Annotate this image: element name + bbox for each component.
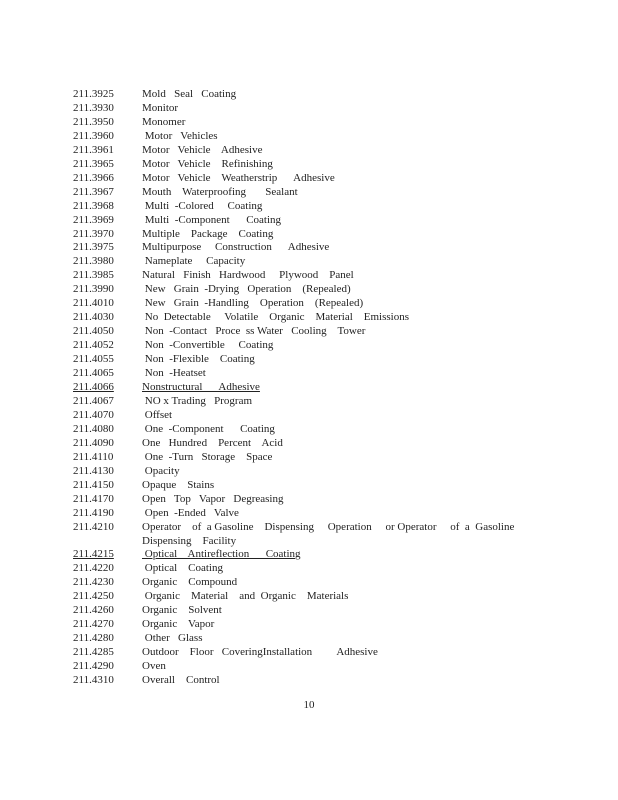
definition-row bbox=[73, 479, 513, 493]
section-number bbox=[73, 632, 142, 646]
section-number bbox=[73, 116, 142, 130]
definition-row bbox=[73, 367, 513, 381]
definition-row bbox=[73, 423, 513, 437]
definitions-list bbox=[73, 88, 513, 688]
defined-term-text: Open Top Vapor Degreasing bbox=[142, 492, 284, 505]
defined-term bbox=[142, 144, 513, 158]
definition-row bbox=[73, 576, 513, 590]
section-number-text: 211.3930 bbox=[73, 101, 114, 114]
definition-row bbox=[73, 241, 513, 255]
defined-term bbox=[142, 493, 513, 507]
defined-term-text: Operator of a Gasoline Dispensing Operation or Operator of a Gasoline bbox=[142, 520, 515, 533]
defined-term-text: Non -Contact Proce ss Water Cooling Tower bbox=[142, 325, 366, 338]
section-number bbox=[73, 590, 142, 604]
section-number-text: 211.4050 bbox=[73, 325, 114, 338]
section-number bbox=[73, 102, 142, 116]
defined-term bbox=[142, 604, 513, 618]
section-number-text: 211.4066 bbox=[73, 381, 114, 394]
defined-term-text: Nameplate Capacity bbox=[142, 255, 246, 268]
section-number-text: 211.3985 bbox=[73, 269, 114, 282]
section-number-text: 211.4055 bbox=[73, 353, 114, 366]
section-number-text: 211.4210 bbox=[73, 520, 114, 533]
defined-term-text: Mold Seal Coating bbox=[142, 88, 237, 100]
section-number-text: 211.4270 bbox=[73, 618, 114, 631]
section-number bbox=[73, 255, 142, 269]
defined-term-text: Non -Convertible Coating bbox=[142, 339, 274, 352]
definition-row bbox=[73, 116, 513, 130]
definition-row bbox=[73, 618, 513, 632]
defined-term bbox=[142, 172, 513, 186]
section-number bbox=[73, 339, 142, 353]
defined-term-text: Multipurpose Construction Adhesive bbox=[142, 241, 330, 254]
defined-term bbox=[142, 590, 513, 604]
section-number bbox=[73, 228, 142, 242]
definition-row bbox=[73, 674, 513, 688]
section-number-text: 211.3925 bbox=[73, 88, 114, 100]
definition-row bbox=[73, 437, 513, 451]
defined-term bbox=[142, 548, 513, 562]
section-number-text: 211.4080 bbox=[73, 422, 114, 435]
definition-row bbox=[73, 632, 513, 646]
defined-term-text: Organic Vapor bbox=[142, 618, 215, 631]
definition-row bbox=[73, 88, 513, 102]
section-number-text: 211.3950 bbox=[73, 115, 114, 128]
definition-row bbox=[73, 521, 513, 549]
defined-term bbox=[142, 632, 513, 646]
section-number bbox=[73, 562, 142, 576]
section-number bbox=[73, 479, 142, 493]
defined-term bbox=[142, 130, 513, 144]
defined-term-text: Oven bbox=[142, 660, 166, 673]
defined-term-text: One -Turn Storage Space bbox=[142, 450, 273, 463]
defined-term-text: Multiple Package Coating bbox=[142, 227, 274, 240]
definition-row bbox=[73, 144, 513, 158]
defined-term bbox=[142, 521, 514, 549]
section-number bbox=[73, 269, 142, 283]
section-number-text: 211.4052 bbox=[73, 339, 114, 352]
definition-row bbox=[73, 228, 513, 242]
section-number-text: 211.3969 bbox=[73, 213, 114, 226]
section-number-text: 211.4110 bbox=[73, 450, 114, 463]
section-number bbox=[73, 381, 142, 395]
section-number bbox=[73, 283, 142, 297]
section-number-text: 211.4280 bbox=[73, 632, 114, 645]
defined-term bbox=[142, 241, 513, 255]
definition-row bbox=[73, 353, 513, 367]
section-number bbox=[73, 548, 142, 562]
section-number bbox=[73, 507, 142, 521]
section-number-text: 211.4220 bbox=[73, 562, 114, 575]
defined-term-text: Nonstructural Adhesive bbox=[142, 381, 260, 394]
section-number bbox=[73, 297, 142, 311]
section-number-text: 211.3970 bbox=[73, 227, 114, 240]
defined-term bbox=[142, 88, 513, 102]
definition-row bbox=[73, 130, 513, 144]
defined-term bbox=[142, 186, 513, 200]
section-number-text: 211.3975 bbox=[73, 241, 114, 254]
definition-row bbox=[73, 562, 513, 576]
section-number-text: 211.3990 bbox=[73, 283, 114, 296]
defined-term bbox=[142, 437, 513, 451]
section-number-text: 211.4030 bbox=[73, 311, 114, 324]
section-number-text: 211.3967 bbox=[73, 185, 114, 198]
defined-term-text: New Grain -Drying Operation (Repealed) bbox=[142, 283, 351, 296]
defined-term bbox=[142, 562, 513, 576]
definition-row bbox=[73, 297, 513, 311]
defined-term-text: Other Glass bbox=[142, 632, 203, 645]
section-number-text: 211.4215 bbox=[73, 548, 114, 561]
definition-row bbox=[73, 311, 513, 325]
defined-term-text: Non -Flexible Coating bbox=[142, 353, 255, 366]
defined-term-text: New Grain -Handling Operation (Repealed) bbox=[142, 297, 364, 310]
definition-row bbox=[73, 255, 513, 269]
defined-term bbox=[142, 228, 513, 242]
definition-row bbox=[73, 604, 513, 618]
section-number-text: 211.3965 bbox=[73, 157, 114, 170]
section-number-text: 211.4230 bbox=[73, 576, 114, 589]
defined-term bbox=[142, 297, 513, 311]
defined-term-text: No Detectable Volatile Organic Material Emissions bbox=[142, 311, 410, 324]
section-number bbox=[73, 325, 142, 339]
defined-term-text: Non -Heatset bbox=[142, 367, 206, 380]
defined-term-text: One Hundred Percent Acid bbox=[142, 436, 283, 449]
section-number bbox=[73, 395, 142, 409]
section-number bbox=[73, 521, 142, 535]
section-number bbox=[73, 130, 142, 144]
section-number bbox=[73, 186, 142, 200]
section-number bbox=[73, 158, 142, 172]
defined-term-text: Multi -Component Coating bbox=[142, 213, 282, 226]
defined-term bbox=[142, 353, 513, 367]
section-number-text: 211.3980 bbox=[73, 255, 114, 268]
definition-row bbox=[73, 102, 513, 116]
section-number bbox=[73, 353, 142, 367]
defined-term-text: Organic Solvent bbox=[142, 604, 222, 617]
section-number-text: 211.4090 bbox=[73, 436, 114, 449]
definition-row bbox=[73, 660, 513, 674]
section-number bbox=[73, 465, 142, 479]
definition-row bbox=[73, 214, 513, 228]
defined-term-text: Overall Control bbox=[142, 674, 220, 687]
section-number bbox=[73, 618, 142, 632]
definition-row bbox=[73, 381, 513, 395]
section-number-text: 211.4065 bbox=[73, 367, 114, 380]
section-number bbox=[73, 646, 142, 660]
defined-term bbox=[142, 311, 513, 325]
section-number bbox=[73, 144, 142, 158]
section-number-text: 211.4310 bbox=[73, 674, 114, 687]
defined-term bbox=[142, 674, 513, 688]
section-number-text: 211.3968 bbox=[73, 199, 114, 212]
section-number-text: 211.4170 bbox=[73, 492, 114, 505]
definition-row bbox=[73, 283, 513, 297]
section-number bbox=[73, 88, 142, 102]
defined-term bbox=[142, 646, 513, 660]
defined-term bbox=[142, 465, 513, 479]
defined-term bbox=[142, 325, 513, 339]
defined-term-text: Outdoor Floor CoveringInstallation Adhesive bbox=[142, 646, 378, 659]
defined-term-text: Natural Finish Hardwood Plywood Panel bbox=[142, 269, 354, 282]
defined-term bbox=[142, 102, 513, 116]
definition-row bbox=[73, 646, 513, 660]
definition-row bbox=[73, 186, 513, 200]
defined-term bbox=[142, 381, 513, 395]
section-number-text: 211.4250 bbox=[73, 590, 114, 603]
defined-term-text: Optical Coating bbox=[142, 562, 223, 575]
section-number bbox=[73, 604, 142, 618]
defined-term-text: Mouth Waterproofing Sealant bbox=[142, 185, 298, 198]
section-number bbox=[73, 576, 142, 590]
defined-term bbox=[142, 423, 513, 437]
definition-row bbox=[73, 325, 513, 339]
section-number-text: 211.4260 bbox=[73, 604, 114, 617]
section-number-text: 211.4010 bbox=[73, 297, 114, 310]
section-number-text: 211.3966 bbox=[73, 171, 114, 184]
defined-term-text: Opaque Stains bbox=[142, 478, 215, 491]
definition-row bbox=[73, 493, 513, 507]
definition-row bbox=[73, 172, 513, 186]
defined-term bbox=[142, 214, 513, 228]
defined-term-text: Motor Vehicle Weatherstrip Adhesive bbox=[142, 171, 335, 184]
section-number-text: 211.4067 bbox=[73, 394, 114, 407]
defined-term-text: Multi -Colored Coating bbox=[142, 199, 263, 212]
definition-row bbox=[73, 269, 513, 283]
page-number: 10 bbox=[303, 699, 315, 711]
section-number-text: 211.4285 bbox=[73, 646, 114, 659]
defined-term-text: Offset bbox=[142, 408, 173, 421]
defined-term-text: Opacity bbox=[142, 464, 180, 477]
defined-term bbox=[142, 660, 513, 674]
section-number bbox=[73, 172, 142, 186]
defined-term bbox=[142, 409, 513, 423]
definition-row bbox=[73, 409, 513, 423]
section-number bbox=[73, 493, 142, 507]
defined-term bbox=[142, 255, 513, 269]
defined-term bbox=[142, 158, 513, 172]
section-number bbox=[73, 241, 142, 255]
section-number bbox=[73, 214, 142, 228]
section-number-text: 211.3961 bbox=[73, 143, 114, 156]
section-number bbox=[73, 200, 142, 214]
definition-row bbox=[73, 158, 513, 172]
definition-row bbox=[73, 339, 513, 353]
section-number bbox=[73, 674, 142, 688]
defined-term-text: Open -Ended Valve bbox=[142, 506, 239, 519]
defined-term bbox=[142, 367, 513, 381]
defined-term bbox=[142, 618, 513, 632]
definition-row bbox=[73, 465, 513, 479]
defined-term bbox=[142, 479, 513, 493]
section-number-text: 211.4290 bbox=[73, 660, 114, 673]
defined-term-text: Motor Vehicles bbox=[142, 129, 218, 142]
definition-row bbox=[73, 200, 513, 214]
section-number-text: 211.4190 bbox=[73, 506, 114, 519]
definition-row bbox=[73, 451, 513, 465]
section-number bbox=[73, 437, 142, 451]
defined-term-text: Motor Vehicle Adhesive bbox=[142, 143, 263, 156]
defined-term-text: Motor Vehicle Refinishing bbox=[142, 157, 273, 170]
defined-term bbox=[142, 116, 513, 130]
defined-term-text: Monomer bbox=[142, 115, 186, 128]
defined-term bbox=[142, 507, 513, 521]
section-number bbox=[73, 423, 142, 437]
section-number-text: 211.4070 bbox=[73, 408, 114, 421]
section-number-text: 211.4150 bbox=[73, 478, 114, 491]
section-number bbox=[73, 367, 142, 381]
section-number-text: 211.4130 bbox=[73, 464, 114, 477]
defined-term bbox=[142, 451, 513, 465]
defined-term-text: Monitor bbox=[142, 101, 179, 114]
section-number bbox=[73, 311, 142, 325]
defined-term-text: NO x Trading Program bbox=[142, 394, 253, 407]
defined-term bbox=[142, 576, 513, 590]
section-number bbox=[73, 660, 142, 674]
defined-term bbox=[142, 339, 513, 353]
defined-term bbox=[142, 395, 513, 409]
defined-term-text: One -Component Coating bbox=[142, 422, 275, 435]
definition-row bbox=[73, 507, 513, 521]
defined-term-text: Organic Compound bbox=[142, 576, 238, 589]
definition-row bbox=[73, 590, 513, 604]
section-number bbox=[73, 451, 142, 465]
defined-term bbox=[142, 283, 513, 297]
defined-term-text: Organic Material and Organic Materials bbox=[142, 590, 349, 603]
defined-term-continuation: Dispensing Facility bbox=[142, 534, 237, 547]
definition-row bbox=[73, 395, 513, 409]
definition-row bbox=[73, 548, 513, 562]
section-number-text: 211.3960 bbox=[73, 129, 114, 142]
defined-term bbox=[142, 200, 513, 214]
section-number bbox=[73, 409, 142, 423]
defined-term bbox=[142, 269, 513, 283]
defined-term-text: Optical Antireflection Coating bbox=[142, 548, 301, 561]
